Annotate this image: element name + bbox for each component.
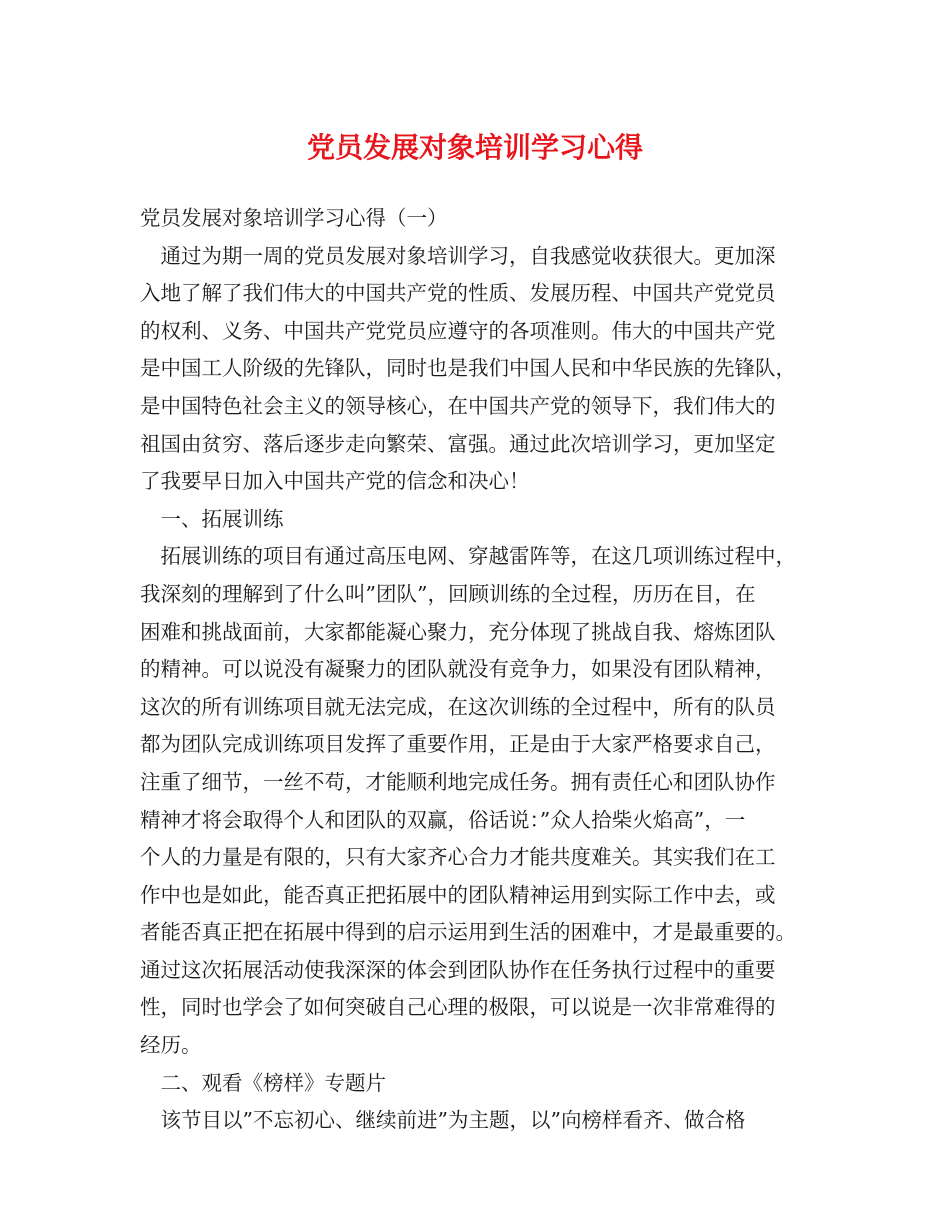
text-line: 通过为期一周的党员发展对象培训学习，自我感觉收获很大。更加深 [140, 243, 776, 268]
text-line: 注重了细节，一丝不苟，才能顺利地完成任务。拥有责任心和团队协作 [140, 769, 776, 794]
text-line: 了我要早日加入中国共产党的信念和决心！ [140, 469, 530, 494]
text-line: 该节目以”不忘初心、继续前进”为主题，以”向榜样看齐、做合格 [140, 1108, 746, 1133]
text-line: 这次的所有训练项目就无法完成，在这次训练的全过程中，所有的队员 [140, 694, 776, 719]
text-line: 精神才将会取得个人和团队的双赢，俗话说：”众人拾柴火焰高”，一 [140, 807, 746, 832]
document-body [140, 200, 830, 1140]
document-title: 党员发展对象培训学习心得 [306, 131, 643, 164]
text-line: 是中国工人阶级的先锋队，同时也是我们中国人民和中华民族的先锋队， [140, 356, 796, 381]
text-line: 个人的力量是有限的，只有大家齐心合力才能共度难关。其实我们在工 [140, 845, 776, 870]
text-line: 的精神。可以说没有凝聚力的团队就没有竞争力，如果没有团队精神， [140, 657, 776, 682]
text-line: 拓展训练的项目有通过高压电网、穿越雷阵等，在这几项训练过程中， [140, 544, 796, 569]
text-line: 经历。 [140, 1033, 202, 1058]
text-line: 者能否真正把在拓展中得到的启示运用到生活的困难中，才是最重要的。 [140, 920, 796, 945]
text-line: 通过这次拓展活动使我深深的体会到团队协作在任务执行过程中的重要 [140, 957, 776, 982]
text-line: 性，同时也学会了如何突破自己心理的极限，可以说是一次非常难得的 [140, 995, 776, 1020]
text-line: 祖国由贫穷、落后逐步走向繁荣、富强。通过此次培训学习，更加坚定 [140, 431, 776, 456]
text-line: 二、观看《榜样》专题片 [140, 1070, 386, 1095]
text-line: 困难和挑战面前，大家都能凝心聚力，充分体现了挑战自我、熔炼团队 [140, 619, 776, 644]
text-line: 是中国特色社会主义的领导核心，在中国共产党的领导下，我们伟大的 [140, 393, 776, 418]
text-line: 作中也是如此，能否真正把拓展中的团队精神运用到实际工作中去，或 [140, 882, 776, 907]
text-line: 都为团队完成训练项目发挥了重要作用，正是由于大家严格要求自己， [140, 732, 776, 757]
text-line: 党员发展对象培训学习心得（一） [140, 206, 448, 230]
text-line: 入地了解了我们伟大的中国共产党的性质、发展历程、中国共产党党员 [140, 281, 776, 306]
text-line: 一、拓展训练 [140, 506, 284, 531]
text-line: 我深刻的理解到了什么叫”团队”，回顾训练的全过程，历历在目，在 [140, 581, 756, 606]
text-line: 的权利、义务、中国共产党党员应遵守的各项准则。伟大的中国共产党 [140, 318, 776, 343]
